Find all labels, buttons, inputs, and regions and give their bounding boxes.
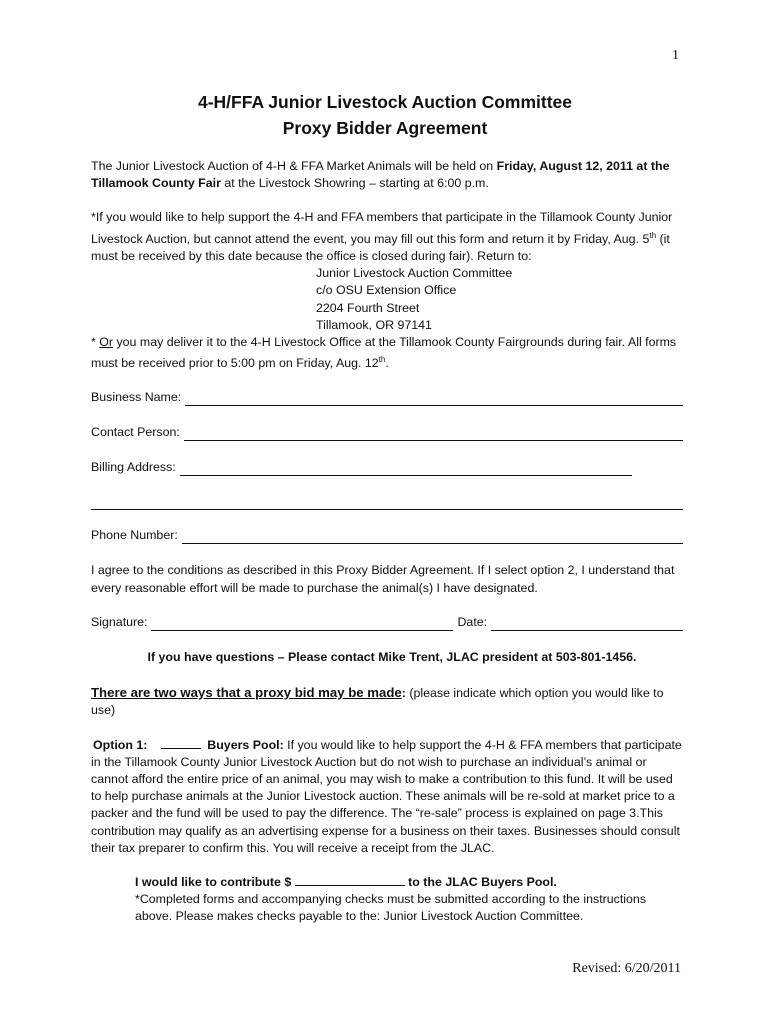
signature-row[interactable] xyxy=(91,614,683,631)
support-text-end: (it must be received by this date because the office is closed during fair). Return to: xyxy=(91,231,670,263)
support-text: *If you would like to help support the 4-H and FFA members that participate in the Tillamook County Junior Livestock Auction, but cannot attend the event, you may fill out this form and return it by Friday, Aug. 5 xyxy=(91,210,673,246)
contribute-amount-blank[interactable] xyxy=(295,874,405,886)
business-name-label: Business Name: xyxy=(91,390,182,405)
option1-text: If you would like to help support the 4-H & FFA members that participate in the Tillamook County Junior Livestock Auction but do not wish to purchase an individual’s animal or cannot afford the entire price of an animal, you may wish to make a contribution to this fund. It will be used to help purchase animals at the Junior Livestock auction. These animals will be re-sold at market price to a packer and the fund will be used to pay the difference. The “re-sale” process is explained on page 3.This contribution may qualify as an advertising expense for a business on their taxes. Businesses should consult their tax preparer to confirm this. You will receive a receipt from the JLAC. xyxy=(91,737,682,855)
ways-paragraph xyxy=(91,684,683,719)
page-number: 1 xyxy=(672,48,679,63)
deliver-or: Or xyxy=(99,334,114,349)
intro-text-end: at the Livestock Showring – starting at 6:00 p.m. xyxy=(220,176,489,191)
billing-address-line[interactable] xyxy=(180,462,632,476)
billing-address-field[interactable] xyxy=(91,459,683,476)
deliver-end: . xyxy=(385,356,389,371)
contact-line: If you have questions – Please contact Mike Trent, JLAC president at 503-801-1456. xyxy=(147,649,637,664)
contact-person-field[interactable] xyxy=(91,424,683,441)
contribute-before: I would like to contribute $ xyxy=(135,874,295,889)
option1-paragraph xyxy=(91,737,683,857)
agree-paragraph: I agree to the conditions as described in this Proxy Bidder Agreement. If I select option 2, I understand that every reasonable effort will be made to purchase the animal(s) I have designated. xyxy=(91,563,675,595)
date-line[interactable] xyxy=(491,617,683,631)
business-name-field[interactable] xyxy=(91,389,683,406)
billing-address-line-2[interactable] xyxy=(91,509,683,510)
deliver-text: you may deliver it to the 4-H Livestock Office at the Tillamook County Fairgrounds during fair. All forms must be received prior to 5:00 pm on Friday, Aug. 12 xyxy=(91,334,677,371)
phone-number-field[interactable] xyxy=(91,527,683,544)
intro-date: Friday, August 12, 2011 at the Tillamook County Fair xyxy=(91,159,670,191)
billing-address-label: Billing Address: xyxy=(91,460,176,475)
contribute-block xyxy=(91,874,683,926)
deliver-star: * xyxy=(91,334,100,349)
title-agreement: Proxy Bidder Agreement xyxy=(282,118,488,138)
address-line: c/o OSU Extension Office xyxy=(316,283,457,298)
address-line: 2204 Fourth Street xyxy=(316,300,420,315)
support-sup: th xyxy=(649,230,657,240)
contact-person-label: Contact Person: xyxy=(91,425,180,440)
contact-person-line[interactable] xyxy=(184,427,683,441)
option1-check-blank[interactable] xyxy=(161,737,201,749)
address-line: Junior Livestock Auction Committee xyxy=(316,266,513,281)
support-paragraph xyxy=(91,209,683,265)
ways-note: (please indicate which option you would like to use) xyxy=(91,686,664,718)
return-address xyxy=(91,265,683,334)
phone-number-label: Phone Number: xyxy=(91,528,178,543)
intro-paragraph xyxy=(91,158,683,192)
deliver-paragraph xyxy=(91,334,683,373)
option1-label: Option 1: xyxy=(93,737,148,752)
document-body xyxy=(91,158,683,926)
contribute-after: to the JLAC Buyers Pool. xyxy=(404,874,557,889)
address-line: Tillamook, OR 97141 xyxy=(316,317,432,332)
ways-colon: : xyxy=(401,686,406,701)
business-name-line[interactable] xyxy=(185,392,683,406)
title-committee: 4-H/FFA Junior Livestock Auction Committee xyxy=(197,92,573,112)
signature-label: Signature: xyxy=(91,614,148,629)
date-label: Date: xyxy=(457,614,488,629)
intro-text: The Junior Livestock Auction of 4-H & FFA Market Animals will be held on xyxy=(91,159,497,173)
revised-date: Revised: 6/20/2011 xyxy=(572,961,681,976)
phone-number-line[interactable] xyxy=(182,530,683,544)
contribute-note: *Completed forms and accompanying checks must be submitted according to the instructions above. Please makes checks payable to the: Junior Livestock Auction Committee. xyxy=(135,892,647,924)
contribute-line xyxy=(135,874,683,891)
option1-pool-label: Buyers Pool: xyxy=(207,737,284,752)
ways-heading: There are two ways that a proxy bid may be made xyxy=(91,685,402,701)
deliver-sup: th xyxy=(378,355,386,365)
signature-line[interactable] xyxy=(151,617,453,631)
